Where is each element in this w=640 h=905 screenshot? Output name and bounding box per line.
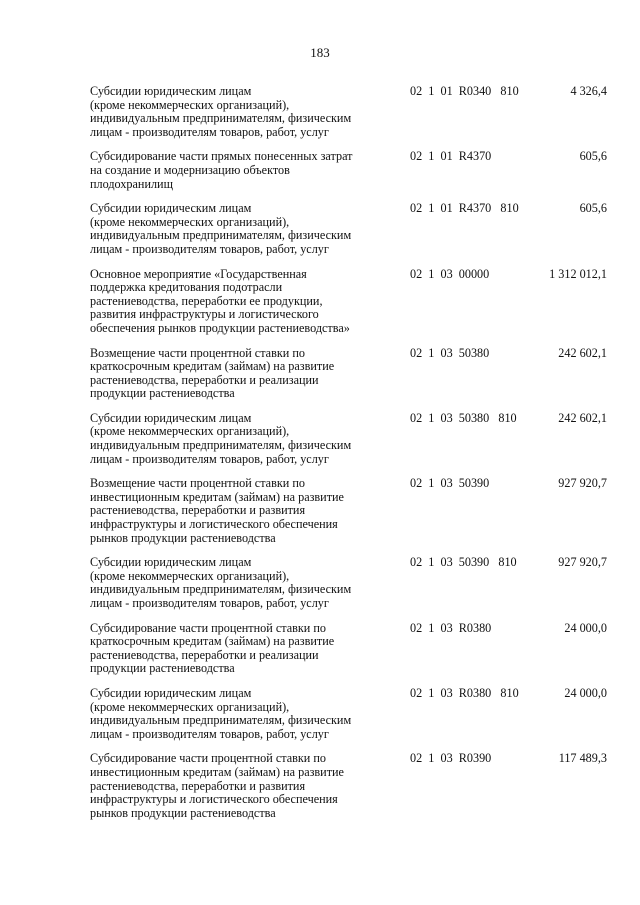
table-row: [0, 85, 640, 139]
description-line: обеспечения рынков продукции растениеводства»: [90, 320, 350, 335]
budget-code: 02 1 03 50390 810: [410, 555, 517, 570]
budget-table: [0, 85, 640, 831]
table-row: [0, 752, 640, 820]
budget-code: 02 1 03 R0380: [410, 620, 492, 635]
budget-code: 02 1 03 50380 810: [410, 410, 517, 425]
description-line: лицам - производителям товаров, работ, услуг: [90, 726, 329, 741]
amount-value: 927 920,7: [558, 555, 607, 570]
description-line: инвестиционным кредитам (займам) на развитие: [90, 764, 344, 779]
description-line: индивидуальным предпринимателям, физическим: [90, 111, 352, 126]
amount-value: 605,6: [579, 201, 607, 216]
amount-value: 242 602,1: [558, 345, 607, 360]
budget-code: 02 1 01 R0340 810: [410, 84, 519, 98]
description-line: растениеводства, переработки и развития: [90, 778, 306, 793]
description-line: развития инфраструктуры и логистического: [90, 307, 319, 322]
budget-code: 02 1 03 00000: [410, 266, 490, 281]
description-line: Субсидирование части процентной ставки по: [90, 751, 326, 766]
description-line: инфраструктуры и логистического обеспечения: [90, 792, 338, 807]
description-line: индивидуальным предпринимателям, физическим: [90, 438, 352, 453]
description-line: инфраструктуры и логистического обеспечения: [90, 517, 338, 532]
table-row: [0, 268, 640, 336]
description-line: растениеводства, переработки ее продукции,: [90, 293, 323, 308]
description-line: инвестиционным кредитам (займам) на развитие: [90, 489, 344, 504]
table-row: [0, 347, 640, 401]
description-line: (кроме некоммерческих организаций),: [90, 214, 290, 229]
description-line: лицам - производителям товаров, работ, услуг: [90, 241, 329, 256]
table-row: [0, 556, 640, 610]
description-line: поддержка кредитования подотрасли: [90, 280, 283, 295]
description-line: растениеводства, переработки и развития: [90, 503, 306, 518]
budget-code: 02 1 03 R0380 810: [410, 685, 519, 700]
table-row: [0, 477, 640, 545]
page-number: 183: [310, 45, 330, 60]
description-line: Субсидии юридическим лицам: [90, 685, 252, 700]
description-line: Субсидии юридическим лицам: [90, 201, 252, 216]
description-line: Субсидии юридическим лицам: [90, 555, 252, 570]
description-line: индивидуальным предпринимателям, физическим: [90, 228, 352, 243]
description-line: (кроме некоммерческих организаций),: [90, 568, 290, 583]
row-description: [90, 85, 395, 139]
description-line: Субсидирование части процентной ставки по: [90, 620, 326, 635]
description-line: продукции растениеводства: [90, 386, 235, 401]
description-line: растениеводства, переработки и реализации: [90, 647, 319, 662]
amount-value: 24 000,0: [564, 685, 607, 700]
description-line: краткосрочным кредитам (займам) на развитие: [90, 359, 335, 374]
row-description: [90, 752, 395, 820]
row-description: [90, 202, 395, 256]
description-line: индивидуальным предпринимателям, физическим: [90, 713, 352, 728]
description-line: плодохранилищ: [90, 176, 173, 191]
row-description: [90, 622, 395, 676]
budget-code: 02 1 01 R4370 810: [410, 201, 519, 216]
amount-value: 4 326,4: [570, 84, 607, 98]
description-line: краткосрочным кредитам (займам) на развитие: [90, 634, 335, 649]
row-description: [90, 347, 395, 401]
table-row: [0, 150, 640, 191]
description-line: рынков продукции растениеводства: [90, 530, 276, 545]
description-line: продукции растениеводства: [90, 661, 235, 676]
description-line: (кроме некоммерческих организаций),: [90, 97, 290, 112]
description-line: Основное мероприятие «Государственная: [90, 266, 307, 281]
description-line: (кроме некоммерческих организаций),: [90, 424, 290, 439]
description-line: Возмещение части процентной ставки по: [90, 345, 305, 360]
amount-value: 117 489,3: [558, 751, 607, 766]
budget-code: 02 1 03 50380: [410, 345, 490, 360]
table-row: [0, 202, 640, 256]
description-line: лицам - производителям товаров, работ, услуг: [90, 451, 329, 466]
row-description: [90, 687, 395, 741]
description-line: Субсидии юридическим лицам: [90, 84, 252, 98]
description-line: Возмещение части процентной ставки по: [90, 476, 305, 491]
amount-value: 242 602,1: [558, 410, 607, 425]
row-description: [90, 477, 395, 545]
table-row: [0, 622, 640, 676]
budget-code: 02 1 03 R0390: [410, 751, 492, 766]
row-description: [90, 268, 395, 336]
amount-value: 605,6: [579, 149, 607, 164]
amount-value: 1 312 012,1: [549, 266, 607, 281]
description-line: лицам - производителям товаров, работ, услуг: [90, 124, 329, 139]
description-line: лицам - производителям товаров, работ, услуг: [90, 596, 329, 610]
description-line: индивидуальным предпринимателям, физическим: [90, 582, 352, 597]
description-line: рынков продукции растениеводства: [90, 805, 276, 820]
row-description: [90, 150, 395, 191]
amount-value: 927 920,7: [558, 476, 607, 491]
budget-code: 02 1 01 R4370: [410, 149, 492, 164]
description-line: Субсидирование части прямых понесенных затрат: [90, 149, 353, 164]
budget-code: 02 1 03 50390: [410, 476, 490, 491]
amount-value: 24 000,0: [564, 620, 607, 635]
table-row: [0, 687, 640, 741]
description-line: растениеводства, переработки и реализации: [90, 372, 319, 387]
row-description: [90, 556, 395, 610]
description-line: Субсидии юридическим лицам: [90, 410, 252, 425]
description-line: (кроме некоммерческих организаций),: [90, 699, 290, 714]
table-row: [0, 412, 640, 466]
description-line: на создание и модернизацию объектов: [90, 162, 290, 177]
row-description: [90, 412, 395, 466]
